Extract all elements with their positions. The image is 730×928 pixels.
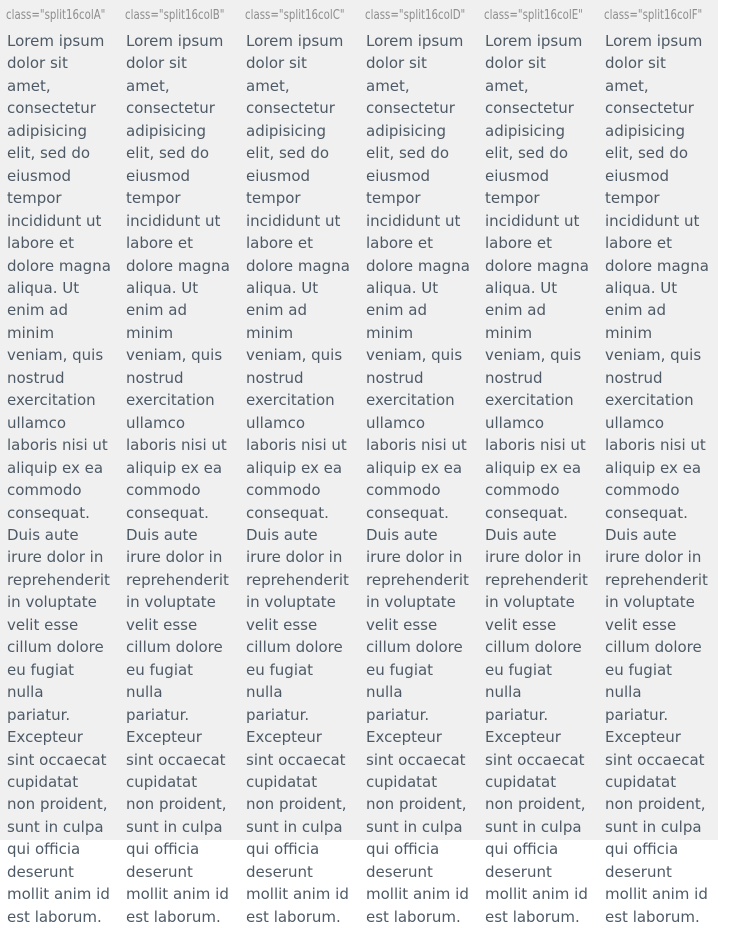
class-label-split16colC: class="split16colC" xyxy=(245,7,345,23)
split-column-split16colF xyxy=(605,30,709,928)
class-label-split16colB: class="split16colB" xyxy=(125,7,225,23)
split-column-split16colC xyxy=(246,30,350,928)
split-column-split16colE xyxy=(485,30,589,928)
split-column-split16colA xyxy=(7,30,111,928)
split-column-text: Lorem ipsum dolor sit amet, consectetur adipisicing elit, sed do eiusmod tempor incididunt ut labore et dolore magna aliqua. Ut enim ad minim veniam, quis nostrud exercitation ullamco laboris nisi ut aliquip ex ea commodo consequat. Duis aute irure dolor in reprehenderit in voluptate velit esse cillum dolore eu fugiat nulla pariatur. Excepteur sint occaecat cupidatat non proident, sunt in culpa qui officia deserunt mollit anim id est laborum. xyxy=(126,32,230,926)
split-column-text: Lorem ipsum dolor sit amet, consectetur adipisicing elit, sed do eiusmod tempor incididunt ut labore et dolore magna aliqua. Ut enim ad minim veniam, quis nostrud exercitation ullamco laboris nisi ut aliquip ex ea commodo consequat. Duis aute irure dolor in reprehenderit in voluptate velit esse cillum dolore eu fugiat nulla pariatur. Excepteur sint occaecat cupidatat non proident, sunt in culpa qui officia deserunt mollit anim id est laborum. xyxy=(366,32,470,926)
split-column-text: Lorem ipsum dolor sit amet, consectetur adipisicing elit, sed do eiusmod tempor incididunt ut labore et dolore magna aliqua. Ut enim ad minim veniam, quis nostrud exercitation ullamco laboris nisi ut aliquip ex ea commodo consequat. Duis aute irure dolor in reprehenderit in voluptate velit esse cillum dolore eu fugiat nulla pariatur. Excepteur sint occaecat cupidatat non proident, sunt in culpa qui officia deserunt mollit anim id est laborum. xyxy=(246,32,350,926)
class-label-split16colF: class="split16colF" xyxy=(604,7,703,23)
split-column-text: Lorem ipsum dolor sit amet, consectetur adipisicing elit, sed do eiusmod tempor incididunt ut labore et dolore magna aliqua. Ut enim ad minim veniam, quis nostrud exercitation ullamco laboris nisi ut aliquip ex ea commodo consequat. Duis aute irure dolor in reprehenderit in voluptate velit esse cillum dolore eu fugiat nulla pariatur. Excepteur sint occaecat cupidatat non proident, sunt in culpa qui officia deserunt mollit anim id est laborum. xyxy=(605,32,709,926)
class-label-split16colE: class="split16colE" xyxy=(484,7,583,23)
class-label-split16colD: class="split16colD" xyxy=(365,7,466,23)
split-column-split16colB xyxy=(126,30,230,928)
split-column-text: Lorem ipsum dolor sit amet, consectetur adipisicing elit, sed do eiusmod tempor incididunt ut labore et dolore magna aliqua. Ut enim ad minim veniam, quis nostrud exercitation ullamco laboris nisi ut aliquip ex ea commodo consequat. Duis aute irure dolor in reprehenderit in voluptate velit esse cillum dolore eu fugiat nulla pariatur. Excepteur sint occaecat cupidatat non proident, sunt in culpa qui officia deserunt mollit anim id est laborum. xyxy=(7,32,111,926)
split-column-split16colD xyxy=(366,30,470,928)
class-label-split16colA: class="split16colA" xyxy=(6,7,106,23)
split-column-text: Lorem ipsum dolor sit amet, consectetur adipisicing elit, sed do eiusmod tempor incididunt ut labore et dolore magna aliqua. Ut enim ad minim veniam, quis nostrud exercitation ullamco laboris nisi ut aliquip ex ea commodo consequat. Duis aute irure dolor in reprehenderit in voluptate velit esse cillum dolore eu fugiat nulla pariatur. Excepteur sint occaecat cupidatat non proident, sunt in culpa qui officia deserunt mollit anim id est laborum. xyxy=(485,32,589,926)
class-label-row xyxy=(0,0,718,28)
